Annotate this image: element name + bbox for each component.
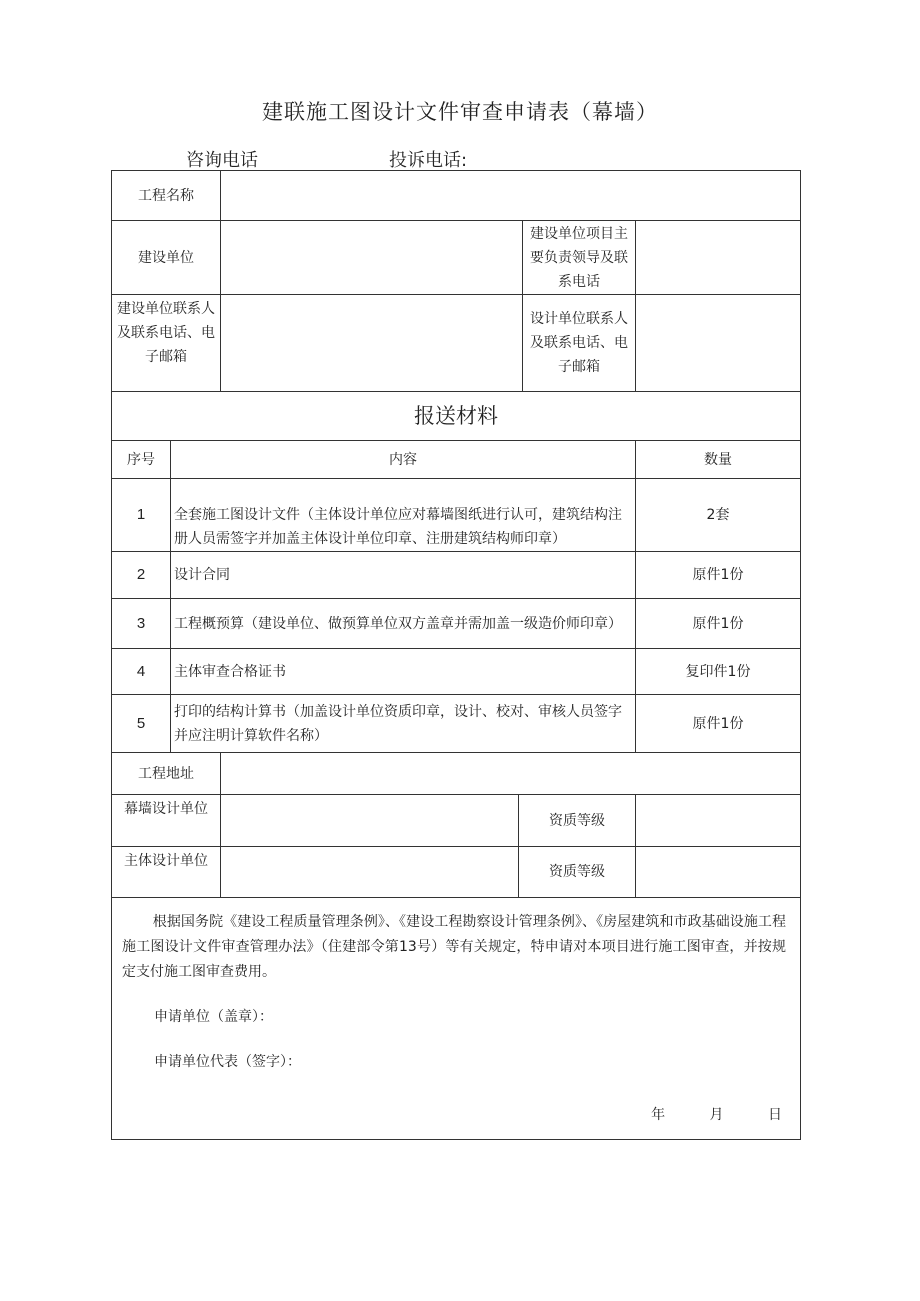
col-header-no: 序号 <box>112 441 171 479</box>
curtain-designer-label: 幕墙设计单位 <box>112 795 221 847</box>
consult-phone-label: 咨询电话 <box>186 150 258 171</box>
builder-field[interactable] <box>221 221 523 295</box>
project-name-label: 工程名称 <box>112 171 221 221</box>
designer-contact-field[interactable] <box>636 295 801 392</box>
builder-leader-label: 建设单位项目主要负责领导及联系电话 <box>523 221 636 295</box>
material-qty: 复印件1份 <box>636 649 801 695</box>
section-title: 报送材料 <box>112 392 801 441</box>
material-no: 1 <box>112 479 171 552</box>
material-qty: 原件1份 <box>636 695 801 753</box>
declaration-text: 根据国务院《建设工程质量管理条例》、《建设工程勘察设计管理条例》、《房屋建筑和市政基础设施工程施工图设计文件审查管理办法》（住建部令第13号）等有关规定，特申请对本项目进行施工图审查，并按规定支付施工图审查费用。 <box>122 914 786 980</box>
application-form-table <box>111 170 801 1140</box>
table-row <box>112 695 801 753</box>
table-row <box>112 479 801 552</box>
material-no: 5 <box>112 695 171 753</box>
project-name-field[interactable] <box>221 171 801 221</box>
main-designer-field[interactable] <box>221 847 519 897</box>
builder-leader-field[interactable] <box>636 221 801 295</box>
material-content: 工程概预算（建设单位、做预算单位双方盖章并需加盖一级造价师印章） <box>171 599 636 649</box>
date-line: 年 月 日 <box>651 1107 782 1123</box>
material-qty: 原件1份 <box>636 599 801 649</box>
designer-contact-label: 设计单位联系人及联系电话、电子邮箱 <box>523 295 636 392</box>
builder-contact-field[interactable] <box>221 295 523 392</box>
material-no: 2 <box>112 552 171 599</box>
address-label: 工程地址 <box>112 753 221 795</box>
main-designer-row-cell <box>221 847 636 898</box>
builder-label: 建设单位 <box>112 221 221 295</box>
representative-sign-label: 申请单位代表（签字）： <box>154 1054 301 1070</box>
main-designer-label: 主体设计单位 <box>112 847 221 898</box>
table-row <box>112 552 801 599</box>
form-title: 建联施工图设计文件审查申请表（幕墙） <box>262 100 658 124</box>
col-header-content: 内容 <box>171 441 636 479</box>
material-content: 打印的结构计算书（加盖设计单位资质印章，设计、校对、审核人员签字并应注明计算软件名称） <box>171 695 636 753</box>
curtain-designer-field[interactable] <box>221 795 519 846</box>
curtain-qualification-label: 资质等级 <box>549 812 605 829</box>
table-row <box>112 649 801 695</box>
material-content: 设计合同 <box>171 552 636 599</box>
material-no: 4 <box>112 649 171 695</box>
complaint-phone-label: 投诉电话: <box>389 150 468 171</box>
main-qualification-label: 资质等级 <box>549 864 605 880</box>
builder-contact-label: 建设单位联系人及联系电话、电子邮箱 <box>112 295 221 392</box>
material-content: 主体审查合格证书 <box>171 649 636 695</box>
declaration-cell <box>112 898 801 1140</box>
material-content: 全套施工图设计文件（主体设计单位应对幕墙图纸进行认可，建筑结构注册人员需签字并加盖主体设计单位印章、注册建筑结构师印章） <box>171 479 636 552</box>
curtain-qualification-field[interactable] <box>636 795 801 847</box>
main-qualification-field[interactable] <box>636 847 801 898</box>
material-qty: 2套 <box>636 479 801 552</box>
material-no: 3 <box>112 599 171 649</box>
curtain-designer-row-cell <box>221 795 636 847</box>
material-qty: 原件1份 <box>636 552 801 599</box>
applicant-seal-label: 申请单位（盖章）： <box>154 1009 273 1025</box>
table-row <box>112 599 801 649</box>
address-field[interactable] <box>221 753 801 795</box>
col-header-qty: 数量 <box>636 441 801 479</box>
